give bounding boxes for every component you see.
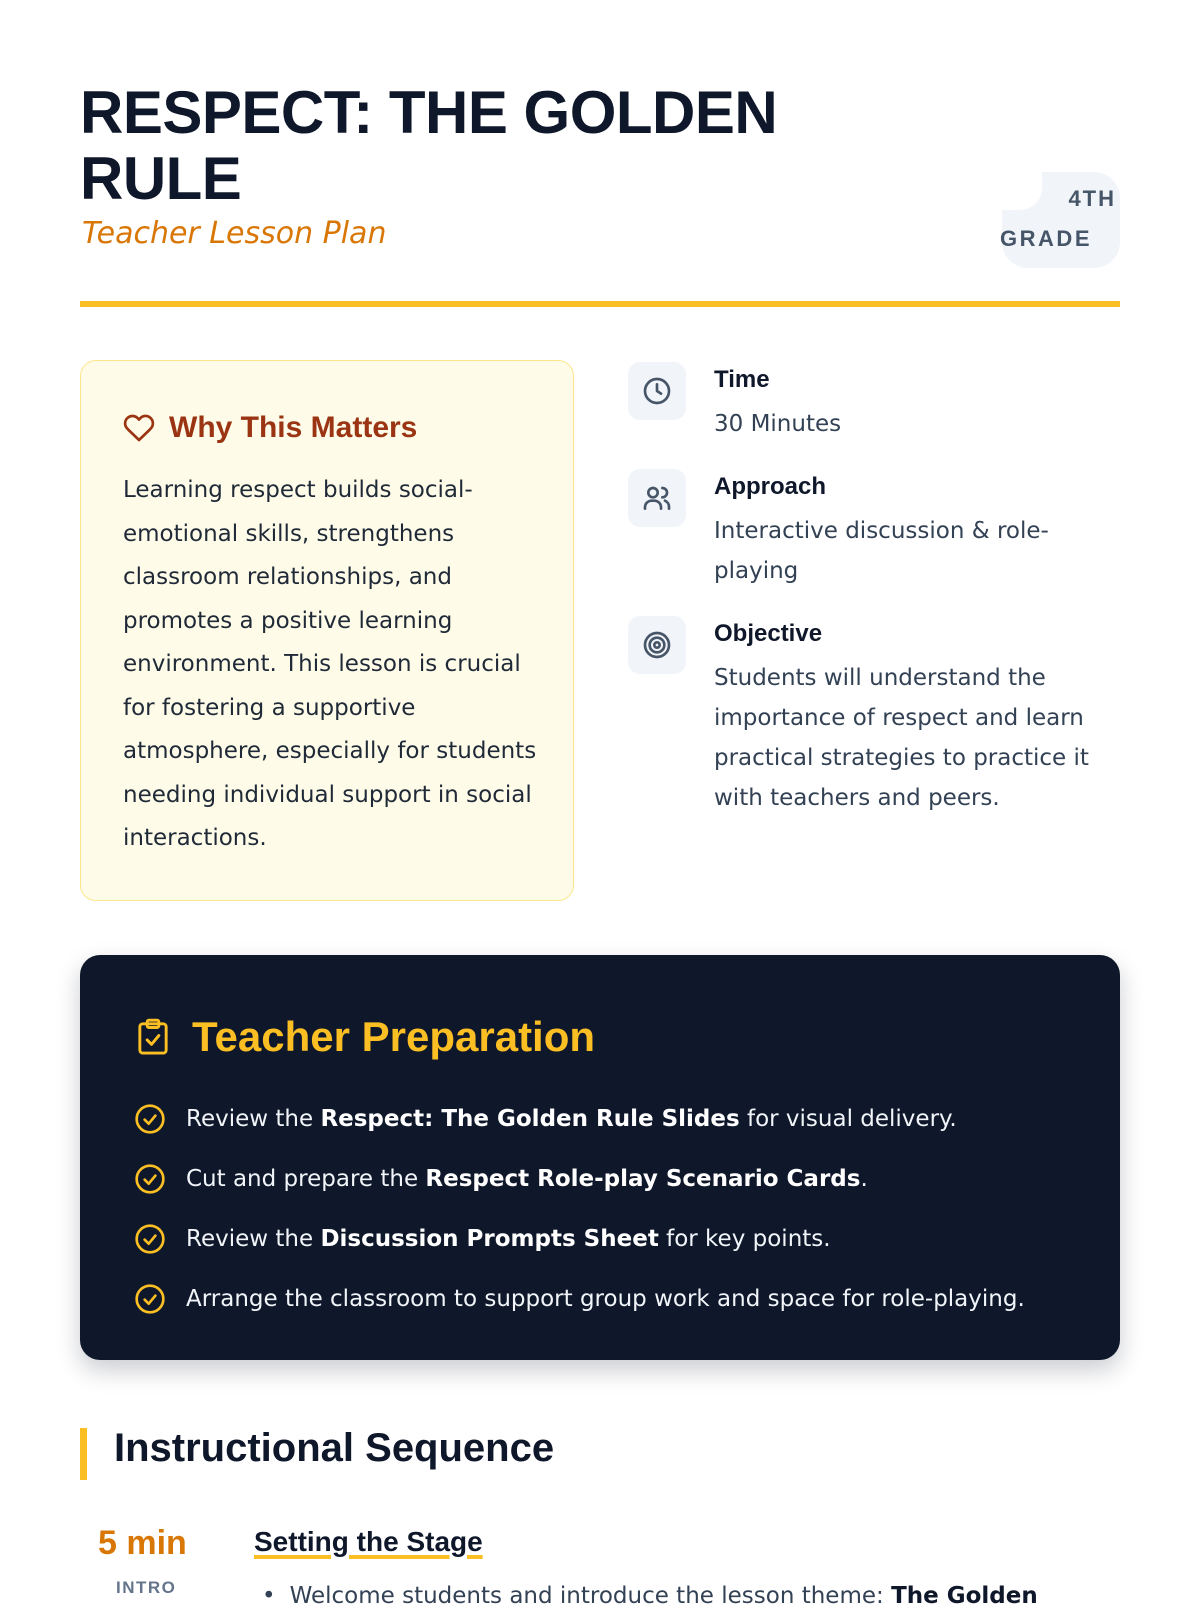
prep-item: [134, 1089, 1094, 1149]
info-objective-label: Objective: [714, 620, 823, 647]
why-card-body: Learning respect builds social-emotional skills, strengthens classroom relationships, and promotes a positive learning environment. This lesson is crucial for fostering a supportive atmosphere, especially for students needing individual support in social interactions.: [123, 477, 537, 851]
info-objective-value: Students will understand the importance of respect and learn practical strategies to practice it with teachers and peers.: [714, 665, 1089, 811]
step-bullet: • Welcome students and introduce the lesson theme: The Golden: [262, 1583, 1038, 1609]
sequence-accent-bar: [80, 1428, 87, 1480]
teacher-preparation-panel: [80, 955, 1120, 1360]
clock-icon: [641, 375, 673, 407]
check-circle-icon: [134, 1223, 166, 1255]
prep-item-text: Arrange the classroom to support group work and space for role-playing.: [186, 1286, 1025, 1312]
prep-title: Teacher Preparation: [192, 1013, 596, 1060]
prep-item: [134, 1269, 1094, 1329]
info-objective: [628, 616, 1108, 816]
grade-badge-notch: [1000, 170, 1042, 210]
info-time-icon-box: [628, 362, 686, 420]
page-subtitle: Teacher Lesson Plan: [82, 216, 387, 251]
check-circle-icon: [134, 1103, 166, 1135]
prep-item-text: Review the Respect: The Golden Rule Slides for visual delivery.: [186, 1106, 957, 1132]
why-this-matters-card: [80, 360, 574, 901]
page-title: RESPECT: THE GOLDEN RULE: [80, 79, 778, 212]
sequence-title: Instructional Sequence: [114, 1426, 555, 1470]
header-divider: [80, 301, 1120, 307]
grade-badge-line1: 4TH: [1068, 186, 1116, 211]
step-time: 5 min: [98, 1524, 187, 1562]
info-time-value: 30 Minutes: [714, 411, 842, 437]
info-approach-icon-box: [628, 469, 686, 527]
info-approach-value: Interactive discussion & role-playing: [714, 518, 1049, 584]
why-card-header: [123, 411, 417, 445]
step-phase: INTRO: [116, 1578, 177, 1597]
why-card-title: Why This Matters: [169, 411, 418, 444]
prep-item-text: Review the Discussion Prompts Sheet for key points.: [186, 1226, 831, 1252]
heart-icon: [123, 412, 155, 444]
prep-header: [136, 1013, 595, 1061]
step-title: Setting the Stage: [254, 1526, 483, 1557]
info-objective-icon-box: [628, 616, 686, 674]
prep-list: [134, 1089, 1094, 1329]
users-icon: [641, 482, 673, 514]
info-approach-label: Approach: [714, 473, 827, 500]
grade-badge-line2: GRADE: [1000, 226, 1092, 251]
info-approach: [628, 469, 1108, 589]
target-icon: [641, 629, 673, 661]
info-time-label: Time: [714, 366, 770, 393]
prep-item: [134, 1209, 1094, 1269]
check-circle-icon: [134, 1283, 166, 1315]
check-circle-icon: [134, 1163, 166, 1195]
prep-item: [134, 1149, 1094, 1209]
prep-item-text: Cut and prepare the Respect Role-play Scenario Cards.: [186, 1166, 868, 1192]
grade-badge: [1002, 172, 1120, 268]
clipboard-check-icon: [136, 1018, 170, 1056]
info-time: [628, 362, 1108, 442]
